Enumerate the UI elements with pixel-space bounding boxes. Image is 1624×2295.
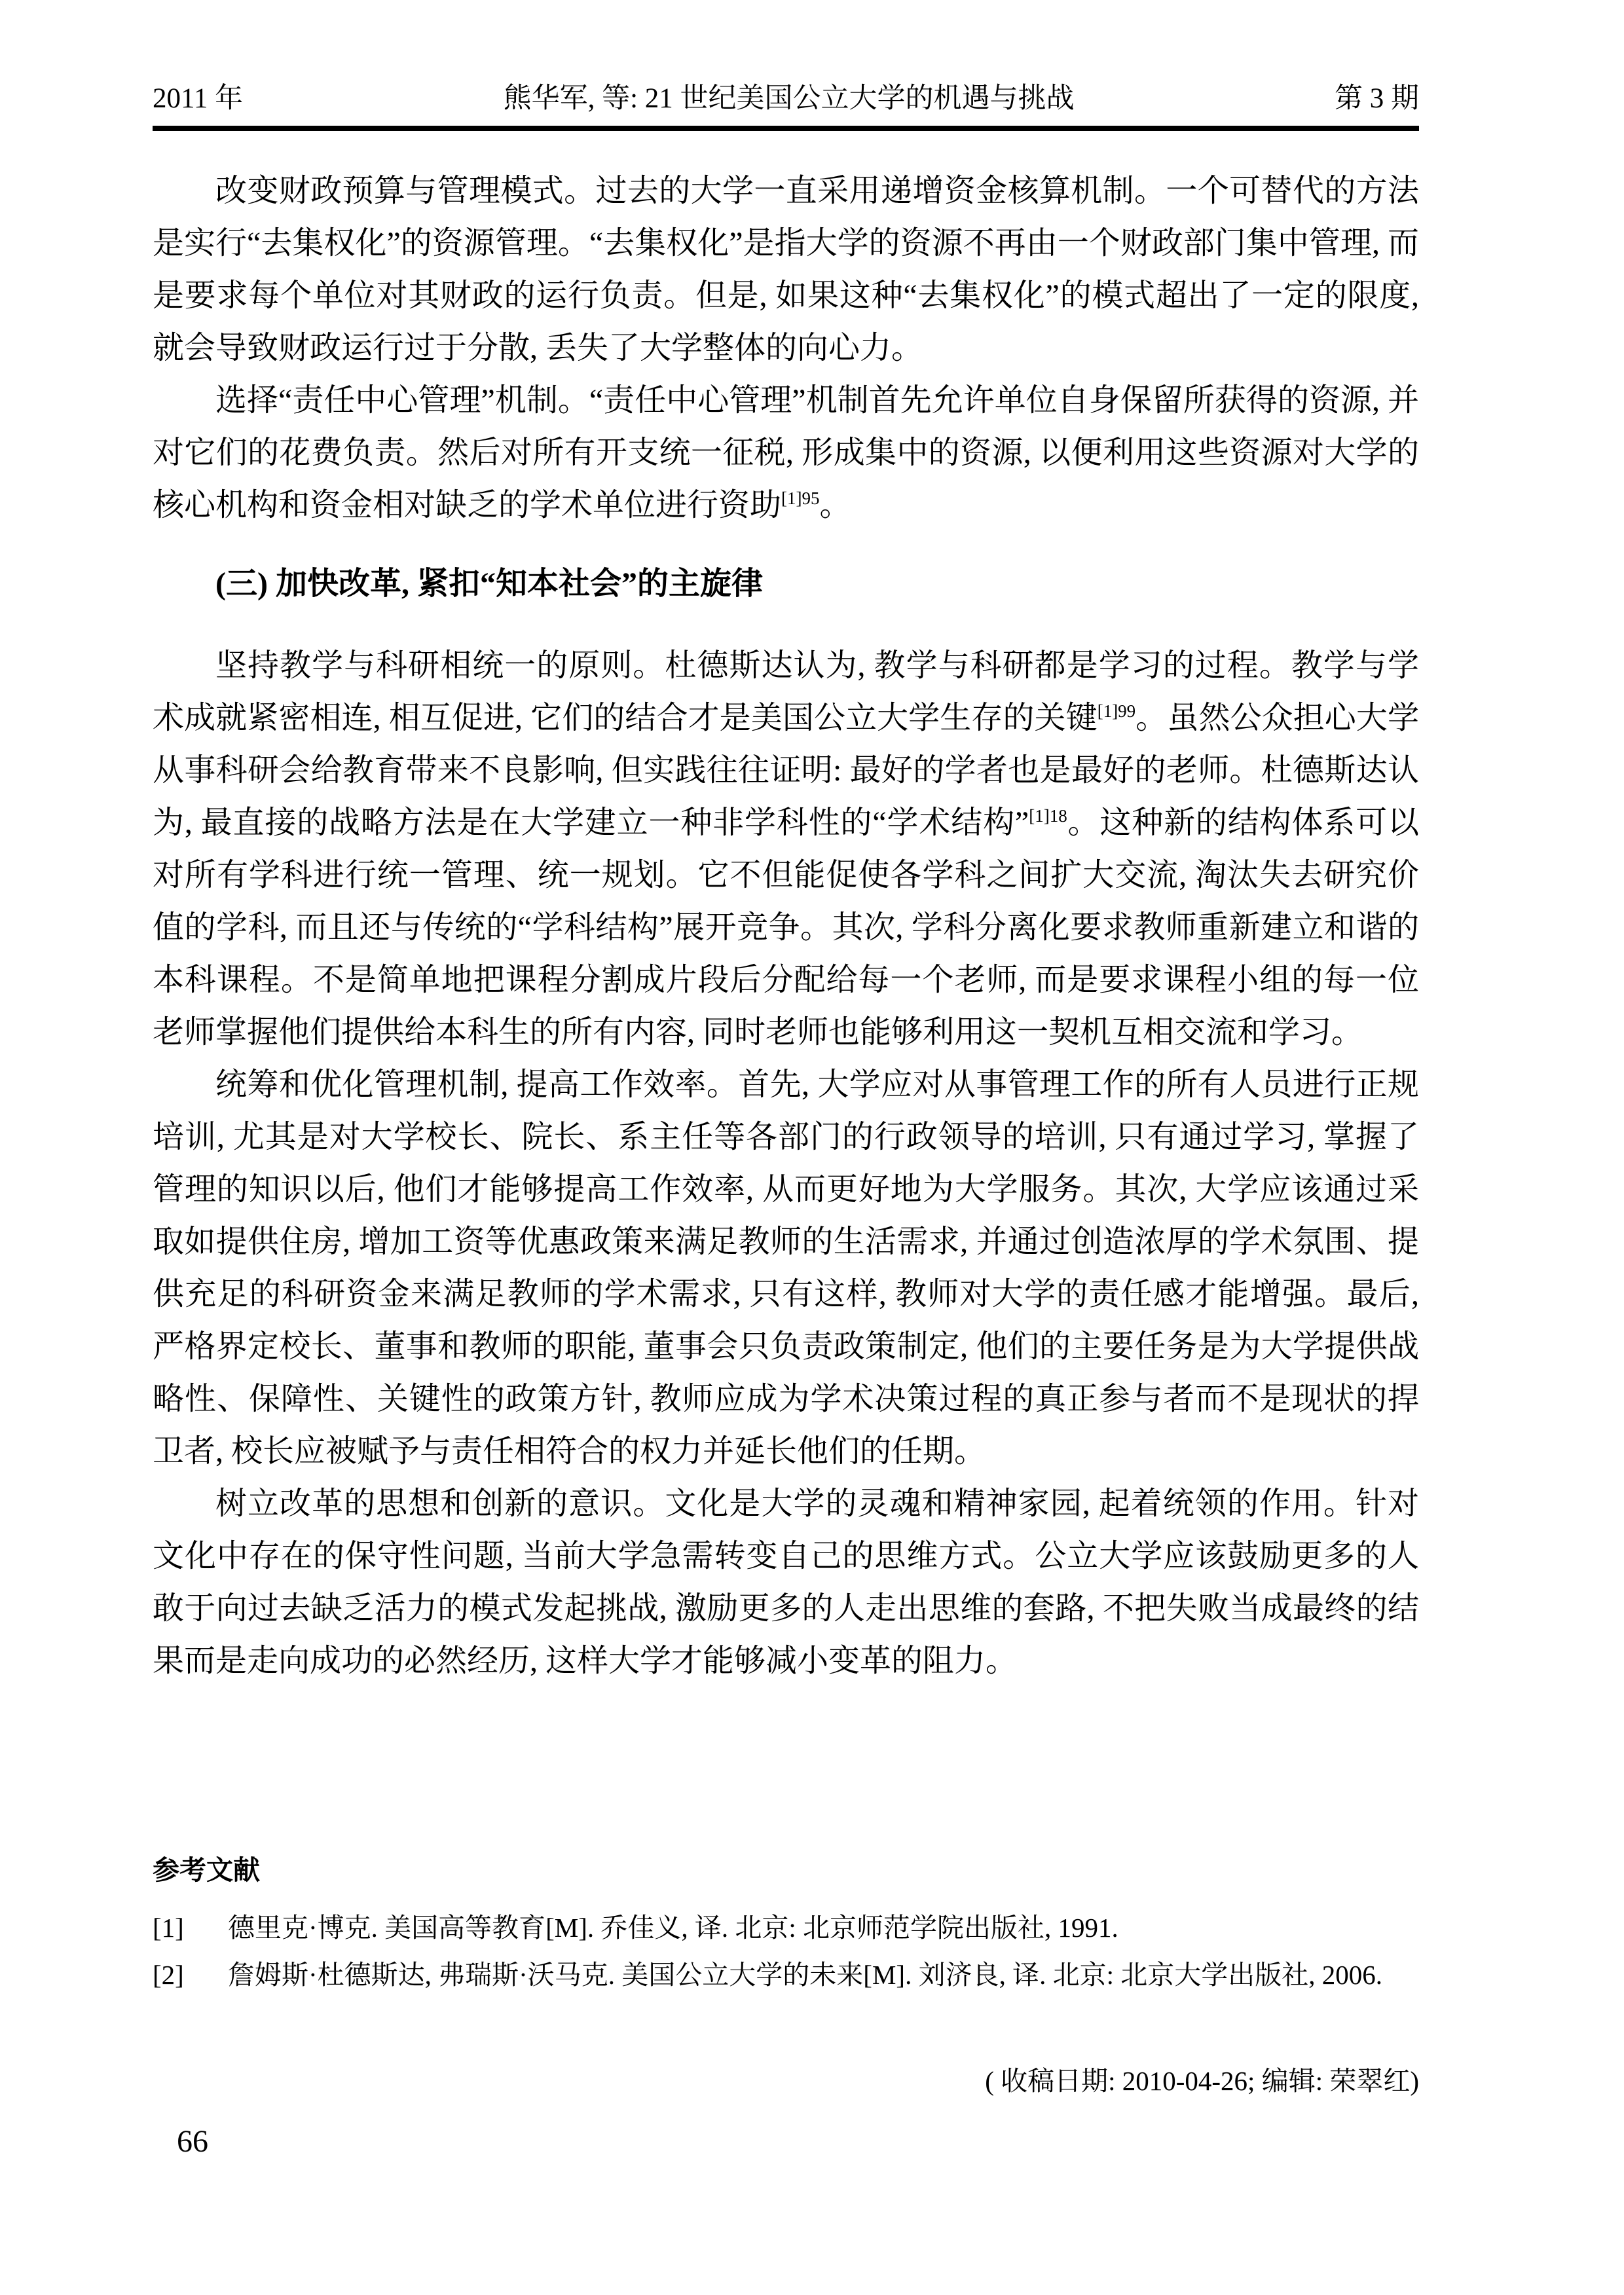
citation-superscript: [1]18: [1029, 806, 1067, 826]
article-body: [153, 165, 1419, 1687]
body-paragraph: [153, 640, 1419, 1059]
citation-superscript: [1]95: [781, 488, 820, 508]
text-run: 树立改革的思想和创新的意识。文化是大学的灵魂和精神家园, 起着统领的作用。针对文化中存在的保守性问题, 当前大学急需转变自己的思维方式。公立大学应该鼓励更多的人敢于向过去缺乏活力的模式发起挑战, 激励更多的人走出思维的套路, 不把失败当成最终的结果而是走向成功的必然经历, 这样大学才能够减小变革的阻力。: [153, 1486, 1419, 1678]
text-run: 统筹和优化管理机制, 提高工作效率。首先, 大学应对从事管理工作的所有人员进行正规培训, 尤其是对大学校长、院长、系主任等各部门的行政领导的培训, 只有通过学习, 掌握了管理的知识以后, 他们才能够提高工作效率, 从而更好地为大学服务。其次, 大学应该通过采取如提供住房, 增加工资等优惠政策来满足教师的生活需求, 并通过创造浓厚的学术氛围、提供充足的科研资金来满足教师的学术需求, 只有这样, 教师对大学的责任感才能增强。最后, 严格界定校长、董事和教师的职能, 董事会只负责政策制定, 他们的主要任务是为大学提供战略性、保障性、关键性的政策方针, 教师应成为学术决策过程的真正参与者而不是现状的捍卫者, 校长应被赋予与责任相符合的权力并延长他们的任期。: [153, 1067, 1419, 1469]
references-list: [153, 1904, 1419, 1998]
section-heading: [153, 558, 1419, 610]
text-run: 选择“责任中心管理”机制。“责任中心管理”机制首先允许单位自身保留所获得的资源, 并对它们的花费负责。然后对所有开支统一征税, 形成集中的资源, 以便利用这些资源对大学的核心机构和资金相对缺乏的学术单位进行资助: [153, 383, 1419, 523]
header-year: 2011 年: [153, 83, 244, 114]
text-run: 。虽然公众担心大学从事科研会给教育带来不良影响, 但实践往往证明: 最好的学者也是最好的老师。杜德斯达认为, 最直接的战略方法是在大学建立一种非学科性的“学术结构”: [153, 701, 1419, 840]
page-number: 66: [177, 2124, 208, 2159]
running-header: [153, 83, 1419, 115]
reference-text: 詹姆斯·杜德斯达, 弗瑞斯·沃马克. 美国公立大学的未来[M]. 刘济良, 译. 北京: 北京大学出版社, 2006.: [228, 1960, 1382, 1990]
text-run: 坚持教学与科研相统一的原则。杜德斯达认为, 教学与科研都是学习的过程。教学与学术成就紧密相连, 相互促进, 它们的结合才是美国公立大学生存的关键: [153, 648, 1419, 735]
text-run: (三) 加快改革, 紧扣“知本社会”的主旋律: [215, 566, 763, 601]
received-date-line: ( 收稿日期: 2010-04-26; 编辑: 荣翠红): [985, 2066, 1419, 2096]
references-section: [153, 1853, 1419, 1998]
text-run: 改变财政预算与管理模式。过去的大学一直采用递增资金核算机制。一个可替代的方法是实行“去集权化”的资源管理。“去集权化”是指大学的资源不再由一个财政部门集中管理, 而是要求每个单位对其财政的运行负责。但是, 如果这种“去集权化”的模式超出了一定的限度, 就会导致财政运行过于分散, 丢失了大学整体的向心力。: [153, 174, 1419, 365]
reference-label: [1]: [153, 1913, 184, 1943]
header-rule: [153, 126, 1419, 131]
body-paragraph: [153, 375, 1419, 532]
body-paragraph: [153, 165, 1419, 375]
text-run: 。这种新的结构体系可以对所有学科进行统一管理、统一规划。它不但能促使各学科之间扩大交流, 淘汰失去研究价值的学科, 而且还与传统的“学科结构”展开竞争。其次, 学科分离化要求教师重新建立和谐的本科课程。不是简单地把课程分割成片段后分配给每一个老师, 而是要求课程小组的每一位老师掌握他们提供给本科生的所有内容, 同时老师也能够利用这一契机互相交流和学习。: [153, 805, 1419, 1050]
reference-item: [153, 1904, 1419, 1951]
reference-label: [2]: [153, 1960, 184, 1990]
references-heading: 参考文献: [153, 1855, 260, 1885]
reference-item: [153, 1951, 1419, 1998]
citation-superscript: [1]99: [1097, 701, 1136, 721]
reference-text: 德里克·博克. 美国高等教育[M]. 乔佳义, 译. 北京: 北京师范学院出版社, 1991.: [228, 1913, 1118, 1943]
body-paragraph: [153, 1478, 1419, 1687]
header-article-title: 熊华军, 等: 21 世纪美国公立大学的机遇与挑战: [503, 83, 1075, 114]
header-issue: 第 3 期: [1335, 83, 1419, 114]
body-paragraph: [153, 1059, 1419, 1478]
text-run: 。: [819, 488, 851, 523]
